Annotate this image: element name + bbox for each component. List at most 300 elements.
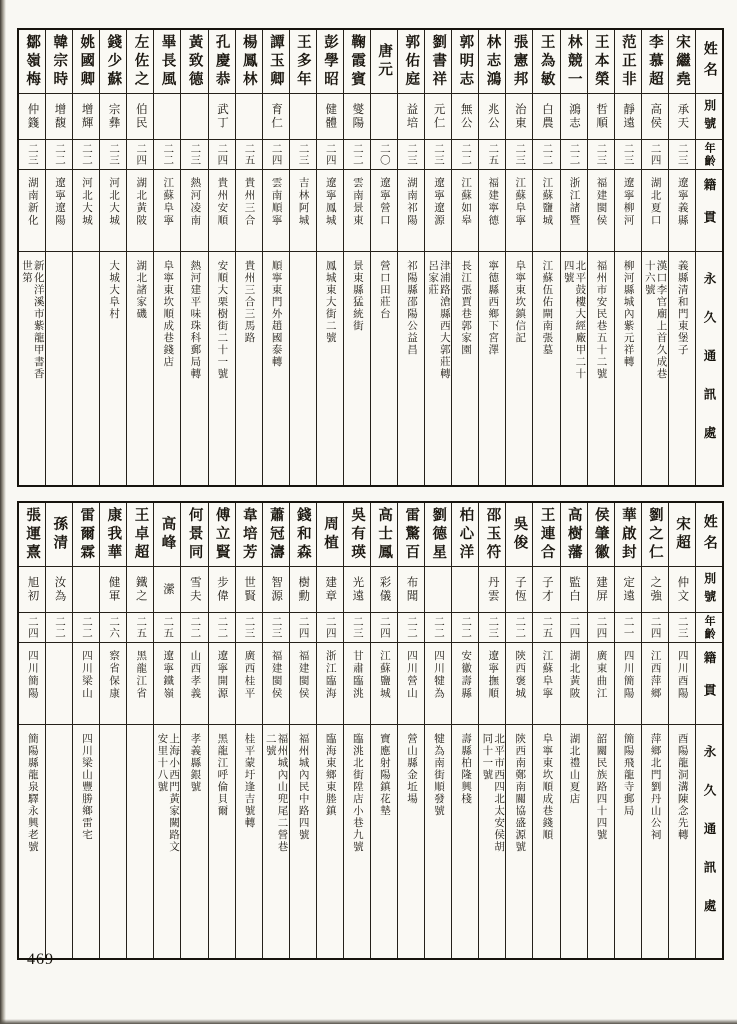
entry-cell-origin: [642, 170, 668, 252]
entry-cell-name: [209, 503, 235, 567]
entry-cell-age: [561, 613, 587, 643]
entry-cell-age: [46, 140, 72, 170]
entry-cell-origin: [290, 643, 316, 725]
entry-cell-alias: [154, 567, 180, 613]
entry-age: 二四: [568, 616, 580, 639]
entry-cell-age: [669, 140, 695, 170]
entry-cell-origin: [533, 643, 559, 725]
header-cell-name: [696, 503, 722, 567]
entry-cell-alias: [73, 94, 99, 140]
header-label-alias: 別號: [702, 571, 717, 608]
entry-cell-origin: [181, 643, 207, 725]
entry-age: 二四: [378, 616, 390, 639]
entry-name: 林競一: [565, 33, 582, 90]
entry-cell-name: [425, 30, 451, 94]
entry-origin: 遼寧遼陽: [53, 177, 65, 227]
entry-cell-origin: [669, 170, 695, 252]
entry-cell-alias: [425, 567, 451, 613]
entry-name: 彭學昭: [321, 33, 338, 90]
entry-alias: 樹勳: [297, 576, 310, 603]
entry-alias: 丹雲: [486, 576, 499, 603]
entry-age: 二四: [324, 143, 336, 166]
entry-cell-alias: [506, 567, 532, 613]
entry-age: 二三: [351, 616, 363, 639]
entry-cell-alias: [425, 94, 451, 140]
entry-contact: 酉陽龍洞溝陳念先轉: [676, 733, 688, 841]
directory-entry-column: [180, 503, 207, 958]
entry-contact: 桂平蒙圩逢吉號轉: [243, 733, 255, 829]
entry-cell-alias: [263, 94, 289, 140]
entry-age: 二三: [676, 616, 688, 639]
entry-cell-name: [154, 30, 180, 94]
entry-cell-name: [479, 30, 505, 94]
directory-entry-column: [153, 503, 180, 958]
entry-cell-name: [19, 30, 45, 94]
entry-cell-origin: [506, 170, 532, 252]
entry-cell-age: [209, 140, 235, 170]
header-cell-alias: [696, 94, 722, 140]
entry-cell-origin: [642, 643, 668, 725]
entry-cell-name: [263, 30, 289, 94]
entry-origin: 四川簡陽: [622, 650, 634, 700]
entry-contact: 寶應射陽鎮花墊: [378, 733, 390, 817]
entry-cell-contact: [642, 252, 668, 485]
entry-cell-contact: [290, 725, 316, 958]
entry-age: 二四: [649, 616, 661, 639]
entry-cell-name: [615, 503, 641, 567]
entry-cell-name: [236, 503, 262, 567]
entry-origin: 湖南新化: [26, 177, 38, 227]
entry-contact: 長江張賈巷郭家園: [460, 260, 472, 356]
entry-contact: 韶關民族路四十四號: [595, 733, 607, 841]
entry-cell-name: [669, 503, 695, 567]
directory-table-top: [17, 28, 724, 487]
entry-cell-name: [127, 503, 153, 567]
entry-cell-origin: [127, 643, 153, 725]
header-label-contact: 永久通訊處: [701, 745, 716, 938]
entry-age: 二五: [243, 143, 255, 166]
entry-name: 李慕超: [646, 33, 663, 90]
entry-age: 二二: [81, 143, 93, 166]
entry-name: 吳俊: [511, 516, 528, 553]
entry-alias: 鴻志: [568, 103, 580, 130]
entry-contact: 湖北禮山夏店: [568, 733, 580, 805]
entry-contact: 壽縣柏隆興棧: [460, 733, 472, 805]
entry-origin: 江蘇鹽城: [378, 650, 390, 700]
entry-cell-contact: [479, 725, 505, 958]
directory-entry-column: [614, 30, 641, 485]
entry-name: 范正非: [619, 33, 636, 90]
entry-cell-name: [615, 30, 641, 94]
entry-cell-age: [154, 613, 180, 643]
entry-cell-name: [669, 30, 695, 94]
directory-entry-column: [397, 503, 424, 958]
entry-cell-age: [317, 613, 343, 643]
entry-cell-age: [46, 613, 72, 643]
entry-name: 劉書祥: [430, 33, 447, 90]
directory-entry-column: [235, 503, 262, 958]
entry-cell-name: [452, 503, 478, 567]
entry-cell-name: [588, 503, 614, 567]
entry-cell-name: [506, 503, 532, 567]
entry-cell-contact: [100, 725, 126, 958]
entry-cell-origin: [561, 643, 587, 725]
entry-name: 左佐之: [132, 33, 149, 90]
entry-origin: 甘肅臨洮: [351, 650, 363, 700]
header-cell-contact: [696, 725, 722, 958]
entry-cell-contact: [398, 252, 424, 485]
entry-cell-origin: [669, 643, 695, 725]
entry-cell-alias: [127, 567, 153, 613]
header-label-origin: 籍貫: [701, 178, 716, 243]
entry-contact: 陝西南鄭南關協盛源號: [514, 733, 526, 853]
entry-name: 韓宗時: [51, 33, 68, 90]
entry-age: 二四: [270, 143, 282, 166]
entry-name: 楊鳳林: [240, 33, 257, 90]
entry-age: 二二: [216, 616, 228, 639]
directory-entry-column: [587, 30, 614, 485]
entry-name: 王多年: [294, 33, 311, 90]
entry-cell-name: [46, 503, 72, 567]
entry-alias: 仲籛: [26, 103, 39, 130]
entry-cell-contact: [669, 725, 695, 958]
entry-cell-age: [371, 140, 397, 170]
entry-cell-alias: [46, 567, 72, 613]
entry-origin: 湖北黃陂: [568, 650, 580, 700]
entry-age: 二二: [460, 143, 472, 166]
entry-cell-origin: [506, 643, 532, 725]
entry-cell-name: [46, 30, 72, 94]
entry-contact: 福州城內民中路四號: [297, 733, 309, 841]
entry-cell-name: [236, 30, 262, 94]
directory-entry-column: [19, 30, 45, 485]
entry-cell-origin: [263, 170, 289, 252]
entry-origin: 江蘇阜寧: [162, 177, 174, 227]
entry-cell-alias: [533, 567, 559, 613]
entry-cell-origin: [344, 170, 370, 252]
entry-origin: 黑龍江省: [135, 650, 147, 700]
directory-entry-column: [45, 503, 72, 958]
entry-alias: 靜遠: [622, 103, 635, 130]
entry-age: 二二: [162, 143, 174, 166]
entry-cell-age: [290, 613, 316, 643]
entry-name: 吳有瑛: [349, 506, 366, 563]
entry-cell-age: [209, 613, 235, 643]
directory-entry-column: [451, 503, 478, 958]
entry-age: 二二: [53, 143, 65, 166]
entry-age: 二二: [53, 616, 65, 639]
entry-cell-name: [19, 503, 45, 567]
entry-name: 王本榮: [592, 33, 609, 90]
entry-alias: 定遠: [622, 576, 635, 603]
header-label-age: 年齡: [703, 614, 716, 641]
directory-entry-column: [262, 503, 289, 958]
entry-age: 二一: [622, 616, 634, 639]
entry-cell-age: [398, 140, 424, 170]
entry-cell-contact: [263, 725, 289, 958]
directory-entry-column: [397, 30, 424, 485]
entry-cell-alias: [154, 94, 180, 140]
entry-name: 郭明志: [457, 33, 474, 90]
entry-cell-contact: [46, 252, 72, 485]
entry-cell-contact: [236, 725, 262, 958]
entry-cell-alias: [236, 94, 262, 140]
entry-alias: 哲順: [595, 103, 608, 130]
entry-cell-origin: [615, 170, 641, 252]
entry-name: 柏心洋: [457, 506, 474, 563]
entry-cell-age: [561, 140, 587, 170]
entry-cell-age: [425, 613, 451, 643]
entry-origin: 遼寧撫順: [487, 650, 499, 700]
entry-cell-contact: [100, 252, 126, 485]
entry-cell-contact: [154, 252, 180, 485]
entry-cell-contact: [479, 252, 505, 485]
header-cell-origin: [696, 170, 722, 252]
header-label-name: 姓名: [701, 40, 717, 83]
entry-alias: 武丁: [215, 103, 228, 130]
entry-cell-origin: [588, 643, 614, 725]
entry-name: 王為敏: [538, 33, 555, 90]
entry-cell-name: [317, 503, 343, 567]
entry-name: 張運熹: [24, 506, 41, 563]
entry-origin: 遼寧柳河: [622, 177, 634, 227]
entry-cell-origin: [73, 170, 99, 252]
entry-age: 二三: [297, 143, 309, 166]
entry-cell-contact: [561, 252, 587, 485]
directory-entry-column: [560, 503, 587, 958]
entry-alias: 建章: [324, 576, 337, 603]
entry-cell-origin: [615, 643, 641, 725]
entry-cell-name: [533, 30, 559, 94]
entry-cell-origin: [19, 643, 45, 725]
header-label-origin: 籍貫: [701, 651, 716, 716]
entry-cell-origin: [46, 643, 72, 725]
entry-origin: 四川酉陽: [676, 650, 688, 700]
entry-contact: 北平鼓樓大經廠甲二十四號: [562, 260, 586, 380]
entry-age: 二二: [433, 616, 445, 639]
entry-cell-origin: [127, 170, 153, 252]
entry-alias: 旭初: [26, 576, 39, 603]
entry-alias: 建屏: [595, 576, 608, 603]
entry-age: 二四: [26, 616, 38, 639]
entry-name: 宋超: [674, 516, 690, 553]
entry-cell-alias: [479, 567, 505, 613]
directory-entry-column: [262, 30, 289, 485]
header-cell-alias: [696, 567, 722, 613]
entry-cell-name: [425, 503, 451, 567]
entry-contact: 湖北諸家磯: [135, 260, 147, 320]
entry-cell-contact: [73, 252, 99, 485]
directory-entry-column: [99, 30, 126, 485]
directory-entry-column: [505, 30, 532, 485]
entry-name: 蕭冠濤: [267, 506, 284, 563]
directory-entry-column: [72, 30, 99, 485]
entry-age: 二三: [189, 143, 201, 166]
entry-cell-age: [236, 613, 262, 643]
entry-cell-origin: [46, 170, 72, 252]
entry-cell-age: [127, 613, 153, 643]
entry-age: 二三: [676, 143, 688, 166]
entry-cell-age: [425, 140, 451, 170]
entry-age: 二三: [270, 616, 282, 639]
entry-cell-name: [533, 503, 559, 567]
entry-contact: 津浦路滄縣西大郭莊轉呂家莊: [427, 260, 450, 380]
entry-cell-name: [479, 503, 505, 567]
directory-entry-column: [343, 503, 370, 958]
entry-contact: 營口田莊台: [378, 260, 390, 320]
entry-cell-age: [533, 613, 559, 643]
entry-cell-name: [344, 30, 370, 94]
entry-cell-age: [615, 140, 641, 170]
entry-cell-contact: [344, 252, 370, 485]
directory-entry-column: [208, 503, 235, 958]
entry-cell-alias: [642, 567, 668, 613]
entry-origin: 四川簡陽: [26, 650, 38, 700]
entry-cell-age: [154, 140, 180, 170]
entry-origin: 遼寧遼源: [433, 177, 445, 227]
entry-cell-age: [100, 140, 126, 170]
entry-age: 二四: [135, 143, 147, 166]
header-cell-origin: [696, 643, 722, 725]
entry-cell-contact: [425, 252, 451, 485]
entry-cell-alias: [669, 567, 695, 613]
entry-cell-origin: [181, 170, 207, 252]
entry-alias: 益培: [405, 103, 418, 130]
entry-age: 二六: [108, 616, 120, 639]
entry-name: 譚玉卿: [267, 33, 284, 90]
directory-entry-column: [316, 30, 343, 485]
entry-cell-alias: [317, 567, 343, 613]
entry-contact: 阜寧東坎鎮信記: [514, 260, 526, 344]
entry-cell-origin: [317, 170, 343, 252]
entry-cell-origin: [398, 643, 424, 725]
entry-cell-contact: [615, 725, 641, 958]
entry-contact: 鳳城東大街二號: [324, 260, 336, 344]
entry-cell-contact: [506, 252, 532, 485]
entry-cell-origin: [209, 170, 235, 252]
entry-cell-age: [615, 613, 641, 643]
entry-alias: 伯民: [134, 103, 147, 130]
header-label-age: 年齡: [703, 141, 716, 168]
entry-contact: 江蘇伍佑閘南張墓: [541, 260, 553, 356]
entry-origin: 貴州安順: [216, 177, 228, 227]
entry-age: 二五: [487, 143, 499, 166]
entry-name: 鞠霞賓: [349, 33, 366, 90]
entry-cell-contact: [615, 252, 641, 485]
entry-name: 高峰: [159, 516, 176, 553]
entry-name: 韋培芳: [240, 506, 257, 563]
directory-entry-column: [289, 30, 316, 485]
entry-name: 康我華: [105, 506, 122, 563]
entry-alias: 布聞: [405, 576, 418, 603]
entry-cell-contact: [398, 725, 424, 958]
entry-origin: 四川營山: [405, 650, 417, 700]
entry-origin: 遼寧開源: [216, 650, 228, 700]
entry-alias: 白農: [540, 103, 553, 130]
entry-cell-name: [506, 30, 532, 94]
entry-cell-age: [181, 140, 207, 170]
entry-cell-contact: [263, 252, 289, 485]
entry-origin: 貴州三合: [243, 177, 255, 227]
entry-cell-origin: [236, 170, 262, 252]
entry-cell-contact: [669, 252, 695, 485]
entry-alias: 兆公: [486, 103, 499, 130]
entry-age: 二三: [514, 143, 526, 166]
entry-origin: 河北大城: [108, 177, 120, 227]
entry-cell-contact: [371, 252, 397, 485]
entry-cell-alias: [344, 94, 370, 140]
entry-cell-alias: [452, 94, 478, 140]
entry-alias: 汝為: [53, 576, 66, 603]
entry-cell-contact: [73, 725, 99, 958]
entry-cell-contact: [19, 252, 45, 485]
entry-contact: 順寧東門外趙國泰轉: [270, 260, 282, 368]
entry-name: 雷爾霖: [78, 506, 95, 563]
entry-origin: 遼寧營口: [378, 177, 390, 227]
directory-entry-column: [451, 30, 478, 485]
entry-cell-alias: [506, 94, 532, 140]
entry-cell-contact: [452, 252, 478, 485]
entry-cell-name: [398, 503, 424, 567]
entry-cell-alias: [73, 567, 99, 613]
entry-cell-contact: [236, 252, 262, 485]
entry-cell-contact: [181, 252, 207, 485]
entry-cell-age: [317, 140, 343, 170]
entry-cell-age: [479, 140, 505, 170]
entry-contact: 福州市安民巷五十二號: [595, 260, 607, 380]
entry-alias: 無公: [459, 103, 472, 130]
entry-cell-age: [263, 140, 289, 170]
entry-name: 宋繼堯: [674, 33, 690, 90]
entry-cell-alias: [561, 94, 587, 140]
entry-age: 二五: [162, 616, 174, 639]
entry-cell-alias: [588, 94, 614, 140]
entry-cell-name: [317, 30, 343, 94]
entry-cell-name: [371, 30, 397, 94]
entry-origin: 浙江諸暨: [568, 177, 580, 227]
entry-name: 郭佑庭: [403, 33, 420, 90]
entry-cell-origin: [73, 643, 99, 725]
entry-cell-name: [73, 503, 99, 567]
entry-cell-name: [209, 30, 235, 94]
entry-contact: 簡陽縣龍泉驛永興老號: [26, 733, 38, 853]
entry-name: 鄒嶺梅: [24, 33, 41, 90]
directory-entry-column: [668, 503, 695, 958]
header-label-alias: 別號: [702, 98, 717, 135]
entry-contact: 阜寧東坎順成巷錢順: [541, 733, 553, 841]
entry-age: 二二: [189, 616, 201, 639]
entry-origin: 河北大城: [81, 177, 93, 227]
entry-alias: 高侯: [649, 103, 662, 130]
directory-entry-column: [343, 30, 370, 485]
entry-origin: 安徽壽縣: [460, 650, 472, 700]
entry-contact: 犍為南街順發號: [433, 733, 445, 817]
entry-alias: 治東: [513, 103, 526, 130]
entry-cell-contact: [561, 725, 587, 958]
entry-cell-age: [344, 613, 370, 643]
entry-name: 錢和森: [294, 506, 311, 563]
entry-cell-age: [588, 140, 614, 170]
entry-cell-age: [73, 613, 99, 643]
entry-origin: 察省保康: [108, 650, 120, 700]
entry-alias: 宗彝: [107, 103, 120, 130]
entry-cell-alias: [127, 94, 153, 140]
entry-alias: 之強: [649, 576, 662, 603]
header-cell-contact: [696, 252, 722, 485]
entry-contact: 臨海東鄉東塍鎮: [324, 733, 336, 817]
entry-cell-contact: [588, 252, 614, 485]
header-label-contact: 永久通訊處: [701, 272, 716, 465]
